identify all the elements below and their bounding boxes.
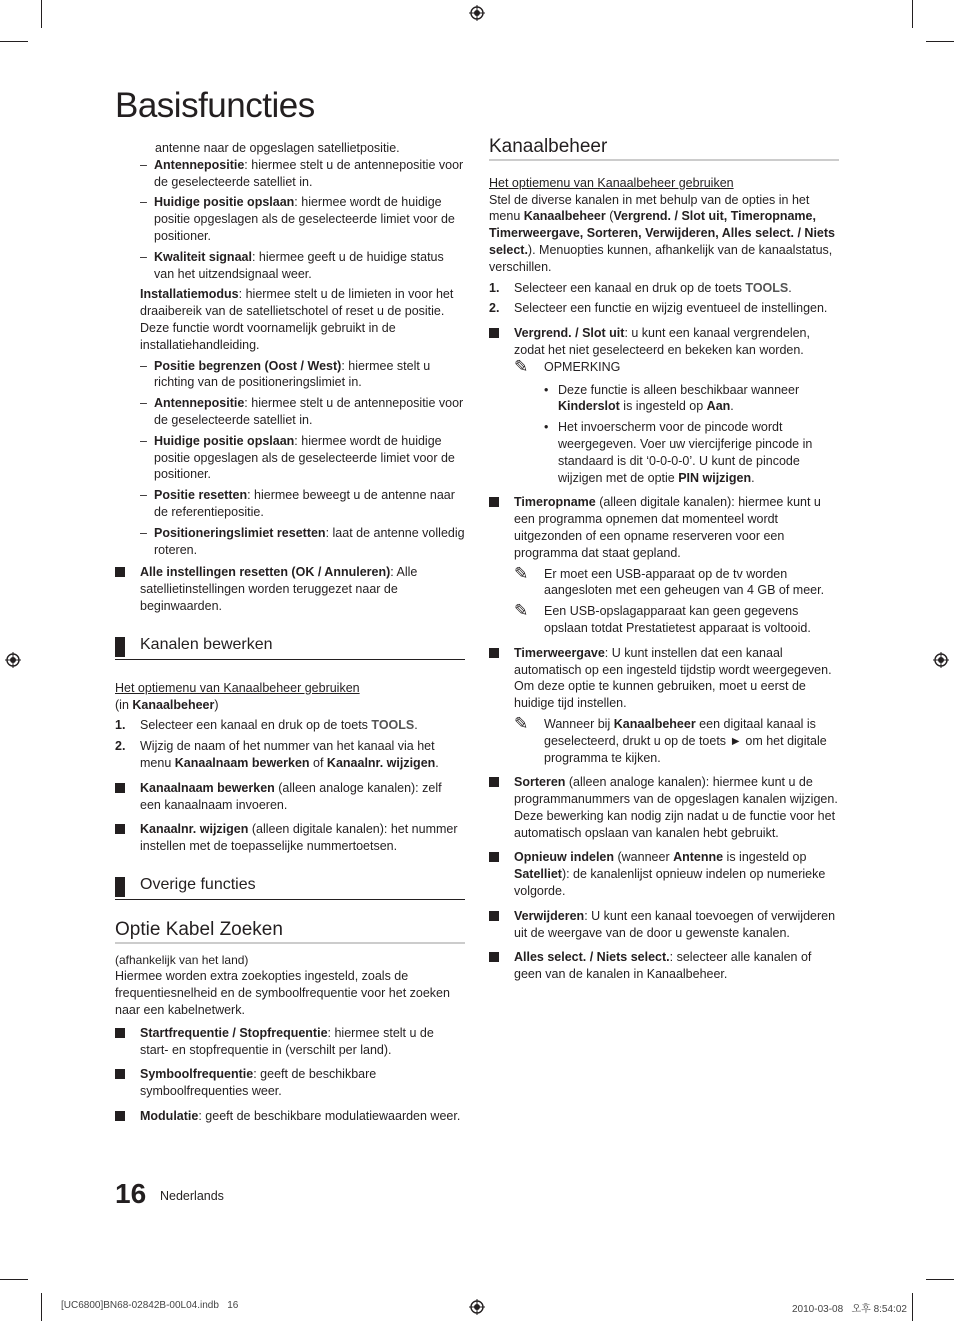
square-bullet-icon [489,852,499,862]
paragraph: (afhankelijk van het land) [115,952,249,967]
list-item: Symboolfrequentie: geeft de beschikbare symboolfrequenties weer. [115,1066,465,1100]
section-heading: Optie Kabel Zoeken [115,922,465,944]
square-bullet-icon [115,1028,125,1038]
square-bullet-icon [489,497,499,507]
list-item: Verwijderen: U kunt een kanaal toevoegen of verwijderen uit de weergave van de door u gewenste kanalen. [489,908,839,942]
list-item: Modulatie: geeft de beschikbare modulatiewaarden weer. [115,1108,465,1125]
square-bullet-icon [115,567,125,577]
crop-mark [41,0,42,28]
right-column [489,136,839,983]
page-title: Basisfuncties [115,86,315,125]
list-item: Timerweergave: U kunt instellen dat een kanaal automatisch op een ingesteld tijdstip wordt weergegeven. Om deze optie te kunnen gebruiken, moet u eerst de huidige tijd instellen. [489,645,839,712]
note: ✎ Er moet een USB-apparaat op de tv worden aangesloten met een geheugen van 4 GB of meer. [514,563,825,598]
square-bullet-icon [489,328,499,338]
pencil-note-icon: ✎ [514,601,529,621]
heading-bar-icon [115,877,125,897]
square-bullet-icon [489,952,499,962]
footer-date: 2010-03-08 오후 8:54:02 [792,1304,907,1315]
square-bullet-icon [115,1111,125,1121]
registration-mark-icon [469,1299,485,1315]
list-item: Alle instellingen resetten (OK / Annuleren): Alle satellietinstellingen worden teruggezet naar de beginwaarden. [115,564,465,614]
left-column [115,140,465,1125]
note: ✎ Een USB-opslagapparaat kan geen gegevens opslaan totdat Prestatietest apparaat is voltooid. [514,601,811,635]
list-item: • Het invoerscherm voor de pincode wordt weergegeven. Voer uw viercijferige pincode in standaard is dit ‘0-0-0-0’. U kunt de pincode wijzigen met de optie PIN wijzigen. [544,420,813,485]
page-number: 16 [115,1178,147,1209]
list-item: Kanaalnaam bewerken (alleen analoge kanalen): zelf een kanaalnaam invoeren. [115,780,465,814]
language-label: Nederlands [160,1189,224,1203]
paragraph: Hiermee worden extra zoekopties ingesteld, zoals de frequentiesnelheid en de symboolfrequentie voor het zoeken naar een kabelnetwerk. [115,969,450,1018]
paragraph: Stel de diverse kanalen in met behulp van de opties in het menu Kanaalbeheer (Vergrend. / Slot uit, Timeropname, Timerweergave, Sorteren, Verwijderen, Alles select. / Niets select.). Menuopties kunnen, afhankelijk van de kanaalstatus, verschillen. [489,192,835,274]
paragraph: antenne naar de opgeslagen satellietpositie. [155,141,400,155]
list-item: – Huidige positie opslaan: hiermee wordt de huidige positie opgeslagen als de geselecteerde limiet voor de positioner. [140,194,465,244]
note: ✎ OPMERKING [514,356,621,376]
list-item: Opnieuw indelen (wanneer Antenne is ingesteld op Satelliet): de kanalenlijst opnieuw indelen op numerieke volgorde. [489,849,839,899]
list-item: Timeropname (alleen digitale kanalen): hiermee kunt u een programma opnemen dat momenteel wordt uitgezonden of een opname reserveren voor een programma dat staat gepland. [489,494,839,561]
crop-mark [912,1293,913,1321]
list-item: Startfrequentie / Stopfrequentie: hiermee stelt u de start- en stopfrequentie in (verschilt per land). [115,1025,465,1059]
crop-mark [926,41,954,42]
list-item: – Positie begrenzen (Oost / West): hiermee stelt u richting van de positioneringslimiet in. [140,358,465,392]
section-heading: Kanaalbeheer [489,139,839,161]
step-item: 2. Wijzig de naam of het nummer van het kanaal via het menu Kanaalnaam bewerken of Kanaalnr. wijzigen. [115,739,439,770]
list-item: – Positie resetten: hiermee beweegt u de antenne naar de referentiepositie. [140,487,465,521]
crop-mark [0,1279,28,1280]
square-bullet-icon [115,783,125,793]
list-item: Vergrend. / Slot uit: u kunt een kanaal vergrendelen, zodat het niet geselecteerd en bekeken kan worden. [489,325,839,359]
step-item: 2. Selecteer een functie en wijzig eventueel de instellingen. [489,301,828,316]
list-item: – Antennepositie: hiermee stelt u de antennepositie voor de geselecteerde satelliet in. [140,395,465,429]
list-item: Alles select. / Niets select.: selecteer alle kanalen of geen van de kanalen in Kanaalbeheer. [489,949,839,983]
crop-mark [0,41,28,42]
list-item: – Kwaliteit signaal: hiermee geeft u de huidige status van het uitzendsignaal weer. [140,249,465,283]
section-heading: Kanalen bewerken [115,637,465,660]
paragraph: Installatiemodus: hiermee stelt u de limieten in voor het draaibereik van de satellietschotel of reset u de positie. Deze functie wordt voornamelijk gebruikt in de installatiehandleiding. [140,287,454,352]
subheading: Het optiemenu van Kanaalbeheer gebruiken [115,680,360,695]
subheading: Het optiemenu van Kanaalbeheer gebruiken [489,175,734,190]
square-bullet-icon [489,911,499,921]
step-item: 1. Selecteer een kanaal en druk op de toets TOOLS. [115,718,418,733]
registration-mark-icon [469,5,485,21]
pencil-note-icon: ✎ [514,356,529,376]
pencil-note-icon: ✎ [514,563,529,583]
registration-mark-icon [5,652,21,668]
registration-mark-icon [933,652,949,668]
square-bullet-icon [115,1069,125,1079]
section-heading: Overige functies [115,877,465,900]
note: ✎ Wanneer bij Kanaalbeheer een digitaal kanaal is geselecteerd, drukt u op de toets ► om het digitale programma te kijken. [514,713,827,765]
square-bullet-icon [489,648,499,658]
list-item: Kanaalnr. wijzigen (alleen digitale kanalen): het nummer instellen met de toepasselijke nummertoetsen. [115,821,465,855]
list-item: – Huidige positie opslaan: hiermee wordt de huidige positie opgeslagen als de geselecteerde limiet voor de positioner. [140,433,465,483]
crop-mark [912,0,913,28]
list-item: – Antennepositie: hiermee stelt u de antennepositie voor de geselecteerde satelliet in. [140,157,465,191]
crop-mark [41,1293,42,1321]
crop-mark [926,1279,954,1280]
paragraph: (in Kanaalbeheer) [115,697,219,712]
footer-file: [UC6800]BN68-02842B-00L04.indb 16 [61,1300,239,1311]
heading-bar-icon [115,637,125,657]
square-bullet-icon [115,824,125,834]
list-item: • Deze functie is alleen beschikbaar wanneer Kinderslot is ingesteld op Aan. [544,382,800,414]
pencil-note-icon: ✎ [514,713,529,733]
step-item: 1. Selecteer een kanaal en druk op de toets TOOLS. [489,280,792,295]
list-item: – Positioneringslimiet resetten: laat de antenne volledig roteren. [140,525,465,559]
square-bullet-icon [489,777,499,787]
list-item: Sorteren (alleen analoge kanalen): hiermee kunt u de programmanummers van de opgeslagen kanalen wijzigen. Deze bewerking kan nodig zijn nadat u de functie voor het automatisch opslaan van kanalen hebt gebruikt. [489,774,839,841]
